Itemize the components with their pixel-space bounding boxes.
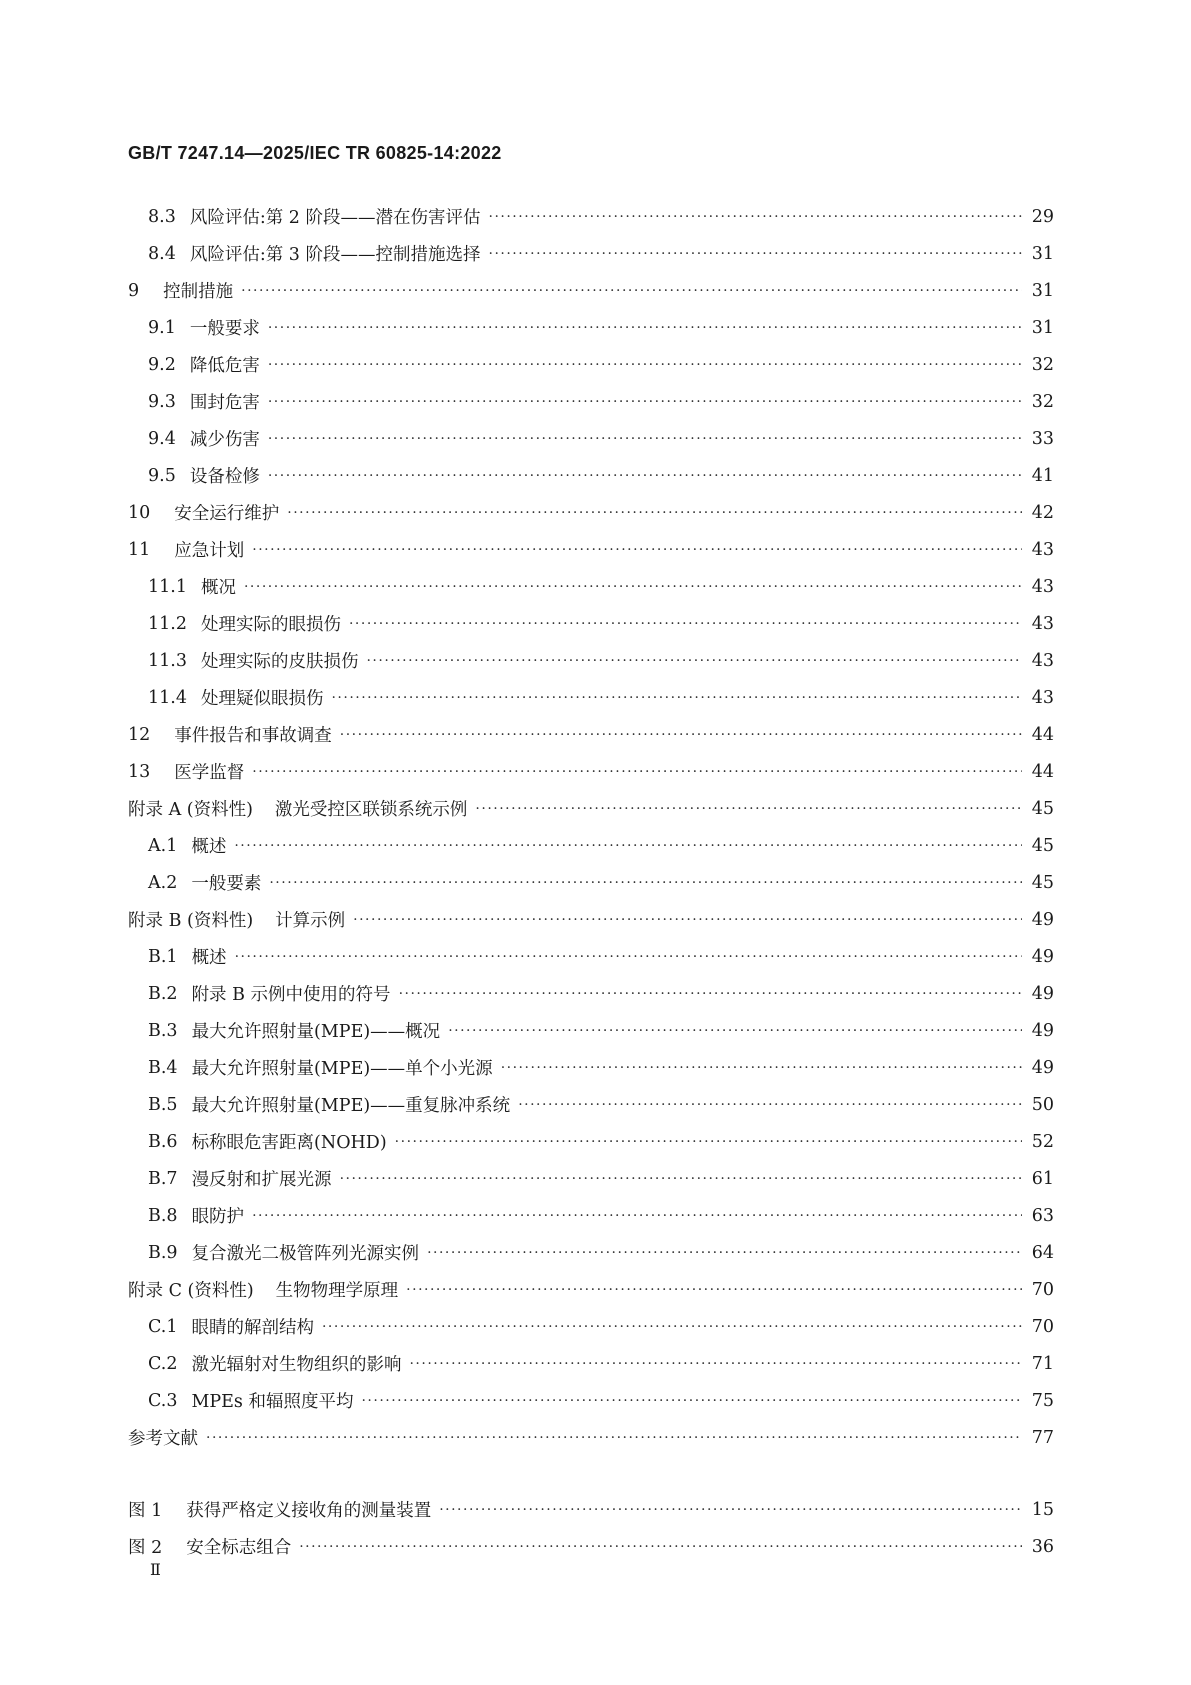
entry-title: 控制措施 (163, 282, 234, 302)
entry-number: 附录 A (资料性) (128, 800, 253, 820)
toc-entry[interactable] (128, 975, 1054, 1012)
entry-page: 49 (1031, 1057, 1054, 1078)
dot-leader (399, 986, 1022, 1002)
toc-entry[interactable] (128, 272, 1054, 309)
dot-leader (489, 209, 1023, 225)
entry-page: 43 (1031, 539, 1054, 560)
dot-leader (268, 468, 1022, 484)
toc-entry[interactable] (128, 605, 1054, 642)
entry-page: 43 (1031, 687, 1054, 708)
dot-leader (501, 1060, 1022, 1076)
dot-leader (349, 616, 1022, 632)
entry-number: 11 (128, 539, 151, 560)
entry-page: 44 (1031, 724, 1054, 745)
entry-title: 眼防护 (191, 1207, 245, 1227)
entry-page: 44 (1031, 761, 1054, 782)
entry-title: 处理实际的皮肤损伤 (200, 652, 359, 672)
entry-page: 49 (1031, 909, 1054, 930)
entry-page: 41 (1031, 465, 1054, 486)
entry-page: 45 (1031, 835, 1054, 856)
entry-title: 处理实际的眼损伤 (200, 615, 341, 635)
entry-title: 概述 (191, 837, 227, 857)
entry-title: 激光辐射对生物组织的影响 (191, 1355, 402, 1375)
entry-page: 50 (1031, 1094, 1054, 1115)
entry-page: 64 (1031, 1242, 1054, 1263)
entry-title: 一般要求 (189, 319, 260, 339)
dot-leader (448, 1023, 1022, 1039)
dot-leader (406, 1282, 1022, 1298)
entry-page: 15 (1031, 1499, 1054, 1520)
toc-entry[interactable] (128, 309, 1054, 346)
toc-entry[interactable] (128, 1382, 1054, 1419)
entry-title: 概述 (191, 948, 227, 968)
entry-page: 43 (1031, 650, 1054, 671)
toc-entry[interactable] (128, 642, 1054, 679)
entry-page: 75 (1031, 1390, 1054, 1411)
figure-entry[interactable] (128, 1491, 1054, 1528)
entry-number: 9.2 (148, 354, 176, 375)
entry-title: 复合激光二极管阵列光源实例 (191, 1244, 420, 1264)
entry-number: 9.5 (148, 465, 176, 486)
entry-title: 生物物理学原理 (275, 1281, 399, 1301)
toc-entry[interactable] (128, 1345, 1054, 1382)
entry-title: 最大允许照射量(MPE)——单个小光源 (191, 1059, 493, 1079)
entry-number: B.4 (148, 1057, 178, 1078)
toc-entry[interactable] (128, 383, 1054, 420)
entry-title: 最大允许照射量(MPE)——重复脉冲系统 (191, 1096, 511, 1116)
toc-entry[interactable] (128, 1086, 1054, 1123)
entry-page: 32 (1031, 354, 1054, 375)
entry-number: 11.3 (148, 650, 187, 671)
entry-number: C.2 (148, 1353, 178, 1374)
dot-leader (268, 320, 1022, 336)
entry-page: 45 (1031, 798, 1054, 819)
entry-page: 61 (1031, 1168, 1054, 1189)
toc-entry[interactable] (128, 1049, 1054, 1086)
dot-leader (287, 505, 1022, 521)
entry-title: 一般要素 (191, 874, 262, 894)
toc-entry[interactable] (128, 938, 1054, 975)
dot-leader (475, 801, 1022, 817)
entry-page: 31 (1031, 280, 1054, 301)
dot-leader (340, 727, 1022, 743)
entry-number: B.1 (148, 946, 178, 967)
toc-entry[interactable] (128, 346, 1054, 383)
toc-entry[interactable] (128, 679, 1054, 716)
entry-page: 49 (1031, 983, 1054, 1004)
dot-leader (206, 1430, 1022, 1446)
entry-number: 12 (128, 724, 151, 745)
entry-page: 29 (1031, 206, 1054, 227)
toc-entry[interactable] (128, 1123, 1054, 1160)
entry-title: 处理疑似眼损伤 (200, 689, 324, 709)
toc-entry[interactable] (128, 457, 1054, 494)
dot-leader (269, 875, 1022, 891)
entry-page: 43 (1031, 576, 1054, 597)
dot-leader (409, 1356, 1022, 1372)
dot-leader (268, 357, 1022, 373)
entry-number: B.7 (148, 1168, 178, 1189)
table-of-contents (128, 198, 1054, 1565)
toc-entry[interactable] (128, 790, 1054, 827)
dot-leader (268, 431, 1022, 447)
entry-number: 图 2 (128, 1538, 163, 1558)
entry-title: 医学监督 (174, 763, 245, 783)
entry-title: 应急计划 (174, 541, 245, 561)
toc-entry[interactable] (128, 198, 1054, 235)
toc-entry[interactable] (128, 494, 1054, 531)
dot-leader (244, 579, 1022, 595)
entry-number: B.5 (148, 1094, 178, 1115)
entry-page: 32 (1031, 391, 1054, 412)
toc-entry[interactable] (128, 420, 1054, 457)
toc-entry[interactable] (128, 1197, 1054, 1234)
entry-title: 附录 B 示例中使用的符号 (191, 985, 391, 1005)
entry-page: 77 (1031, 1427, 1054, 1448)
entry-title: 标称眼危害距离(NOHD) (191, 1133, 387, 1153)
dot-leader (252, 1208, 1022, 1224)
entry-page: 49 (1031, 946, 1054, 967)
entry-title: 安全标志组合 (186, 1538, 292, 1558)
dot-leader (340, 1171, 1022, 1187)
toc-entry[interactable] (128, 531, 1054, 568)
entry-number: 图 1 (128, 1501, 163, 1521)
toc-entry[interactable] (128, 1234, 1054, 1271)
entry-number: 8.3 (148, 206, 176, 227)
entry-number: A.2 (148, 872, 178, 893)
entry-number: C.3 (148, 1390, 178, 1411)
entry-title: 降低危害 (189, 356, 260, 376)
dot-leader (361, 1393, 1022, 1409)
figure-entry[interactable] (128, 1528, 1054, 1565)
entry-number: 附录 C (资料性) (128, 1281, 254, 1301)
entry-title: 眼睛的解剖结构 (191, 1318, 314, 1338)
entry-number: 附录 B (资料性) (128, 911, 254, 931)
entry-number: B.8 (148, 1205, 178, 1226)
entry-number: 8.4 (148, 243, 176, 264)
dot-leader (252, 764, 1022, 780)
entry-title: 风险评估:第 2 阶段——潜在伤害评估 (189, 208, 481, 228)
dot-leader (331, 690, 1022, 706)
dot-leader (235, 949, 1022, 965)
toc-entry[interactable] (128, 716, 1054, 753)
dot-leader (518, 1097, 1022, 1113)
entry-title: 风险评估:第 3 阶段——控制措施选择 (189, 245, 481, 265)
entry-page: 49 (1031, 1020, 1054, 1041)
entry-number: 10 (128, 502, 151, 523)
dot-leader (252, 542, 1022, 558)
entry-title: 激光受控区联锁系统示例 (274, 800, 468, 820)
toc-entry[interactable] (128, 864, 1054, 901)
entry-title: 最大允许照射量(MPE)——概况 (191, 1022, 441, 1042)
toc-entry[interactable] (128, 1012, 1054, 1049)
entry-number: B.2 (148, 983, 178, 1004)
entry-title: 参考文献 (128, 1429, 198, 1449)
toc-entry[interactable] (128, 1308, 1054, 1345)
entry-number: 9.1 (148, 317, 176, 338)
toc-entry[interactable] (128, 901, 1054, 938)
dot-leader (395, 1134, 1022, 1150)
entry-page: 52 (1031, 1131, 1054, 1152)
dot-leader (241, 283, 1022, 299)
entry-title: 概况 (200, 578, 236, 598)
entry-page: 45 (1031, 872, 1054, 893)
section-spacer (128, 1456, 1054, 1491)
entry-title: 计算示例 (275, 911, 346, 931)
entry-number: 13 (128, 761, 151, 782)
entry-number: B.3 (148, 1020, 178, 1041)
entry-number: 9 (128, 280, 140, 301)
entry-page: 70 (1031, 1316, 1054, 1337)
dot-leader (268, 394, 1022, 410)
entry-page: 31 (1031, 317, 1054, 338)
entry-title: 减少伤害 (189, 430, 260, 450)
toc-entry[interactable] (128, 753, 1054, 790)
entry-number: 11.2 (148, 613, 187, 634)
dot-leader (489, 246, 1023, 262)
entry-title: 获得严格定义接收角的测量装置 (186, 1501, 432, 1521)
entry-number: 11.1 (148, 576, 187, 597)
entry-title: MPEs 和辐照度平均 (191, 1392, 354, 1412)
toc-entry[interactable] (128, 827, 1054, 864)
entry-title: 安全运行维护 (174, 504, 280, 524)
dot-leader (439, 1502, 1022, 1518)
entry-page: 63 (1031, 1205, 1054, 1226)
entry-number: 11.4 (148, 687, 187, 708)
entry-page: 36 (1031, 1536, 1054, 1557)
document-header: GB/T 7247.14—2025/IEC TR 60825-14:2022 (128, 143, 502, 163)
entry-page: 31 (1031, 243, 1054, 264)
entry-number: B.9 (148, 1242, 178, 1263)
dot-leader (353, 912, 1022, 928)
toc-entry[interactable] (128, 1160, 1054, 1197)
entry-page: 42 (1031, 502, 1054, 523)
entry-page: 43 (1031, 613, 1054, 634)
entry-page: 70 (1031, 1279, 1054, 1300)
entry-page: 33 (1031, 428, 1054, 449)
entry-number: B.6 (148, 1131, 178, 1152)
toc-entry[interactable] (128, 235, 1054, 272)
dot-leader (366, 653, 1022, 669)
toc-entry[interactable] (128, 568, 1054, 605)
entry-number: 9.3 (148, 391, 176, 412)
page-number: Ⅱ (150, 1560, 161, 1579)
entry-title: 围封危害 (189, 393, 260, 413)
entry-number: A.1 (148, 835, 178, 856)
toc-entry[interactable] (128, 1271, 1054, 1308)
entry-title: 漫反射和扩展光源 (191, 1170, 332, 1190)
entry-number: C.1 (148, 1316, 178, 1337)
dot-leader (299, 1539, 1022, 1555)
entry-number: 9.4 (148, 428, 176, 449)
entry-page: 71 (1031, 1353, 1054, 1374)
dot-leader (427, 1245, 1022, 1261)
dot-leader (234, 838, 1022, 854)
dot-leader (322, 1319, 1022, 1335)
toc-entry[interactable] (128, 1419, 1054, 1456)
entry-title: 设备检修 (189, 467, 260, 487)
entry-title: 事件报告和事故调查 (174, 726, 332, 746)
